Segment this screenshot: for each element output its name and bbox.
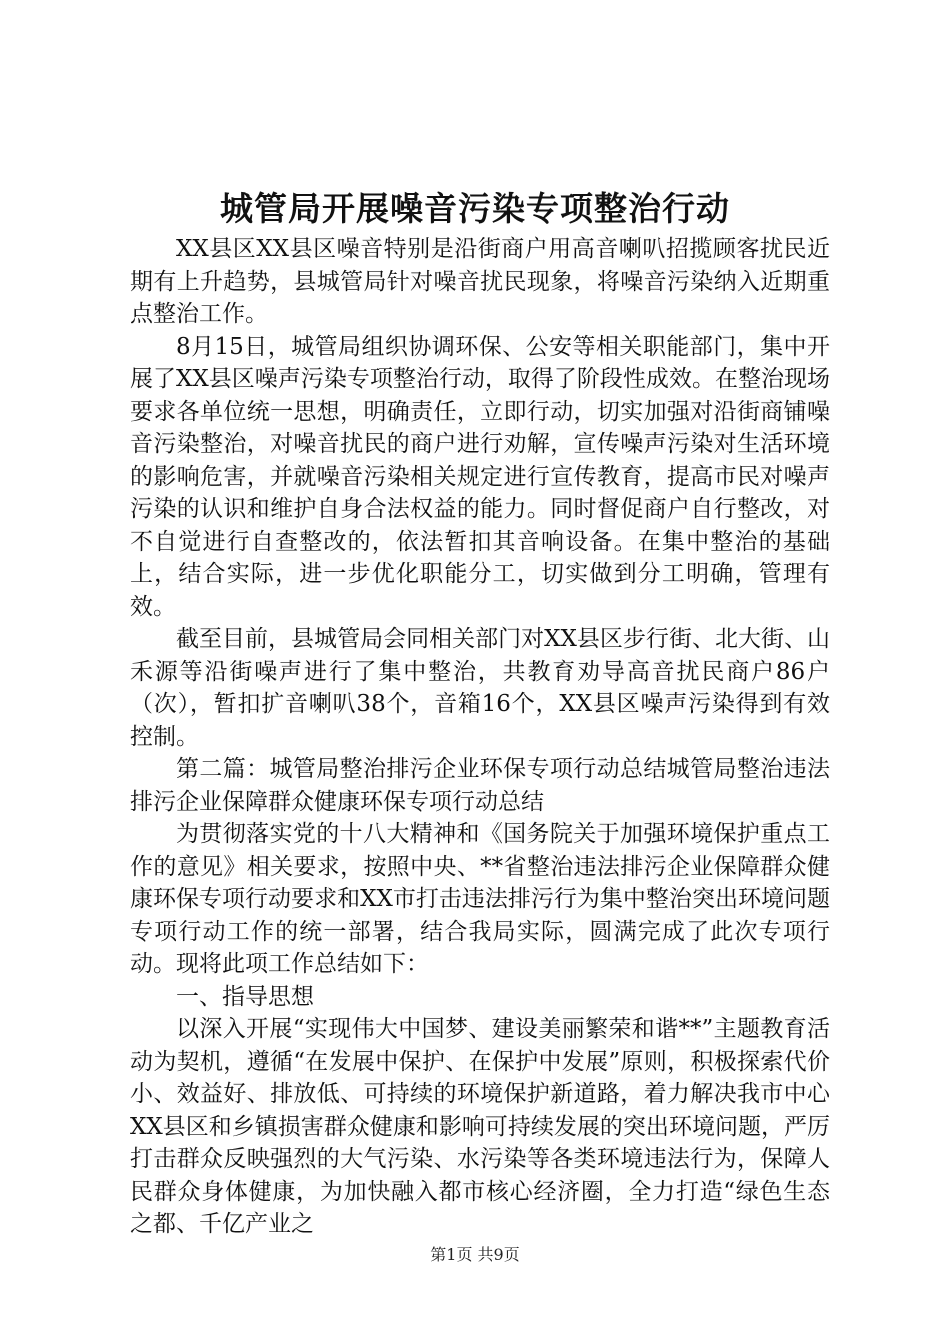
paragraph-guiding-idea: 以深入开展“实现伟大中国梦、建设美丽繁荣和谐**”主题教育活动为契机，遵循“在发展中保护、在保护中发展”原则，积极探索代价小、效益好、排放低、可持续的环境保护新道路，着力解决我市中心XX县区和乡镇损害群众健康和影响可持续发展的突出环境问题，严厉打击群众反映强烈的大气污染、水污染等各类环境违法行为，保障人民群众身体健康，为加快融入都市核心经济圈，全力打造“绿色生态之都、千亿产业之 (130, 1016, 830, 1237)
paragraph-intro: XX县区XX县区噪音特别是沿街商户用高音喇叭招揽顾客扰民近期有上升趋势，县城管局针对噪音扰民现象，将噪音污染纳入近期重点整治工作。 (130, 236, 830, 327)
paragraph-results: 截至目前，县城管局会同相关部门对XX县区步行街、北大街、山禾源等沿街噪声进行了集中整治，共教育劝导高音扰民商户86户（次），暂扣扩音喇叭38个，音箱16个，XX县区噪声污染得到有效控制。 (130, 626, 830, 750)
document-title: 城管局开展噪音污染专项整治行动 (220, 189, 730, 228)
document-body (130, 233, 830, 1241)
paragraph-second-title: 第二篇：城管局整治排污企业环保专项行动总结城管局整治违法排污企业保障群众健康环保专项行动总结 (130, 756, 830, 815)
paragraph-summary-intro: 为贯彻落实党的十八大精神和《国务院关于加强环境保护重点工作的意见》相关要求，按照中央、**省整治违法排污企业保障群众健康环保专项行动要求和XX市打击违法排污行为集中整治突出环境问题专项行动工作的统一部署，结合我局实际，圆满完成了此次专项行动。现将此项工作总结如下： (130, 821, 830, 977)
paragraph-action: 8月15日，城管局组织协调环保、公安等相关职能部门，集中开展了XX县区噪声污染专项整治行动，取得了阶段性成效。在整治现场要求各单位统一思想，明确责任，立即行动，切实加强对沿街商铺噪音污染整治，对噪音扰民的商户进行劝解，宣传噪声污染对生活环境的影响危害，并就噪音污染相关规定进行宣传教育，提高市民对噪声污染的认识和维护自身合法权益的能力。同时督促商户自行整改，对不自觉进行自查整改的，依法暂扣其音响设备。在集中整治的基础上，结合实际，进一步优化职能分工，切实做到分工明确，管理有效。 (130, 333, 830, 620)
page-number-footer: 第1页 共9页 (430, 1245, 520, 1264)
section-heading-guiding-idea: 一、指导思想 (176, 983, 314, 1010)
